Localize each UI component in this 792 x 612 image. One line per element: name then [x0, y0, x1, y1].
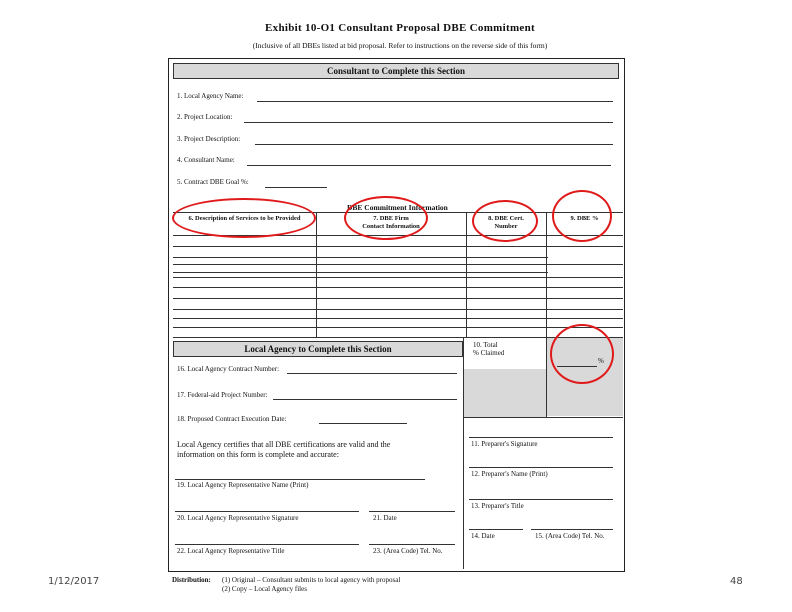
field-agency-rep-name: 19. Local Agency Representative Name (Print) [177, 481, 309, 489]
preparer-signature-line[interactable] [469, 437, 613, 438]
field-preparer-date: 14. Date [471, 532, 495, 540]
table-row-line [173, 298, 623, 299]
field-agency-rep-signature: 20. Local Agency Representative Signature [177, 514, 299, 522]
preparer-tel-line[interactable] [531, 529, 613, 530]
field-agency-tel: 23. (Area Code) Tel. No. [373, 547, 443, 555]
highlight-circle-cert-number [472, 200, 538, 242]
agency-rep-title-line[interactable] [175, 544, 359, 545]
table-row-line [173, 309, 623, 310]
contract-dbe-goal-line[interactable] [265, 187, 327, 188]
slide-date: 1/12/2017 [48, 576, 100, 587]
total-label: 10. Total [473, 341, 498, 349]
table-row-line [173, 257, 548, 258]
field-local-agency-name: 1. Local Agency Name: [177, 92, 244, 100]
col-dbe-cert: 8. DBE Cert. [488, 215, 524, 222]
agency-rep-name-line[interactable] [175, 479, 425, 480]
agency-contract-number-line[interactable] [287, 373, 457, 374]
contract-execution-date-line[interactable] [319, 423, 407, 424]
col-dbe-percent: 9. DBE % [570, 215, 599, 222]
field-project-description: 3. Project Description: [177, 135, 241, 143]
consultant-name-line[interactable] [247, 165, 611, 166]
field-agency-date: 21. Date [373, 514, 397, 522]
distribution-line-2: (2) Copy – Local Agency files [222, 585, 307, 593]
field-contract-execution-date: 18. Proposed Contract Execution Date: [177, 415, 287, 423]
highlight-circle-total-percent [550, 324, 614, 384]
table-row-line [173, 246, 623, 247]
grey-filler [464, 369, 546, 417]
highlight-circle-dbe-firm [344, 196, 428, 240]
total-bottom-line [463, 417, 623, 418]
exhibit-subtitle: (Inclusive of all DBEs listed at bid proposal. Refer to instructions on the reverse side of this form) [252, 41, 548, 50]
exhibit-title: Exhibit 10-O1 Consultant Proposal DBE Commitment [265, 22, 535, 34]
field-preparer-tel: 15. (Area Code) Tel. No. [535, 532, 605, 540]
dbe-commitment-form [168, 58, 625, 572]
local-agency-name-line[interactable] [257, 101, 613, 102]
field-preparer-name: 12. Preparer's Name (Print) [471, 470, 548, 478]
table-row-line [173, 287, 623, 288]
dbe-commitment-header: DBE Commitment Information [347, 203, 448, 212]
agency-certification-text-2: information on this form is complete and accurate: [177, 450, 339, 459]
field-federal-aid-number: 17. Federal-aid Project Number: [177, 391, 268, 399]
field-agency-contract-number: 16. Local Agency Contract Number: [177, 365, 280, 373]
preparer-name-line[interactable] [469, 467, 613, 468]
federal-aid-number-line[interactable] [273, 399, 457, 400]
agency-certification-text: Local Agency certifies that all DBE certifications are valid and the [177, 440, 391, 449]
table-row-line [173, 277, 623, 278]
total-claimed-label: % Claimed [473, 349, 505, 357]
agency-tel-line[interactable] [369, 544, 455, 545]
total-percent-sign: % [598, 357, 604, 365]
field-project-location: 2. Project Location: [177, 113, 233, 121]
agency-section-header: Local Agency to Complete this Section [173, 341, 463, 357]
project-description-line[interactable] [255, 144, 613, 145]
table-row-line [173, 318, 623, 319]
agency-rep-signature-line[interactable] [175, 511, 359, 512]
field-consultant-name: 4. Consultant Name: [177, 156, 235, 164]
highlight-circle-dbe-percent [552, 190, 612, 242]
field-agency-rep-title: 22. Local Agency Representative Title [177, 547, 285, 555]
distribution-line-1: (1) Original – Consultant submits to local agency with proposal [222, 576, 401, 584]
field-contract-dbe-goal: 5. Contract DBE Goal %: [177, 178, 249, 186]
field-preparer-signature: 11. Preparer's Signature [471, 440, 538, 448]
preparer-date-line[interactable] [469, 529, 523, 530]
table-row-line [173, 327, 623, 328]
table-row-line [173, 264, 623, 265]
field-preparer-title: 13. Preparer's Title [471, 502, 524, 510]
slide-page-number: 48 [730, 576, 743, 587]
project-location-line[interactable] [244, 122, 613, 123]
col-contact-information: Contact Information [362, 223, 420, 230]
preparer-title-line[interactable] [469, 499, 613, 500]
table-row-line [173, 272, 548, 273]
agency-date-line[interactable] [369, 511, 455, 512]
highlight-circle-description [172, 198, 316, 238]
col-dbe-firm: 7. DBE Firm [373, 215, 409, 222]
distribution-label: Distribution: [172, 576, 211, 584]
col-description-services: 6. Description of Services to be Provided [188, 215, 301, 222]
col-cert-number: Number [494, 223, 518, 230]
consultant-section-header: Consultant to Complete this Section [173, 63, 619, 79]
